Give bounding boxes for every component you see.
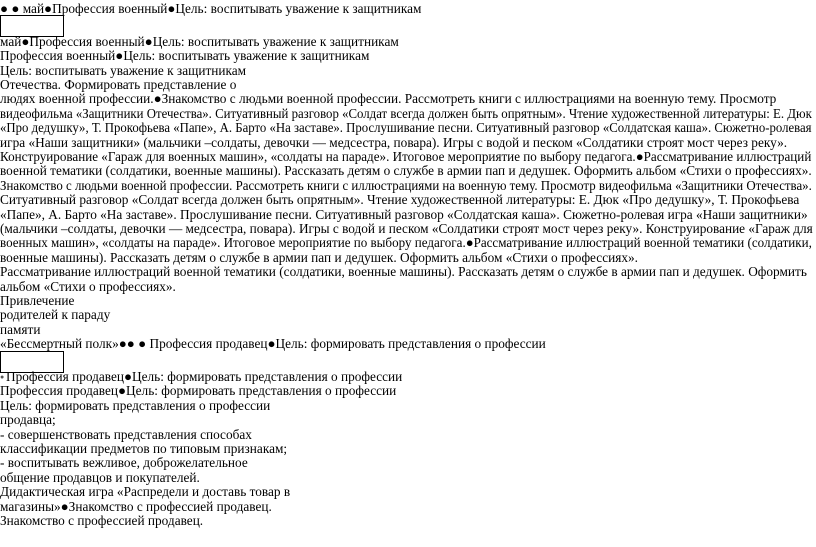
text-line: Дидактическая игра «Распредели и доставь товар в	[0, 484, 291, 500]
text-line: Профессия военный●Цель: воспитывать уважение к защитникам	[0, 48, 370, 64]
para-line: Привлечение	[0, 293, 75, 308]
text-line: май●Профессия военный●Цель: воспитывать уважение к защитникам	[0, 33, 399, 49]
para-line: Рассматривание иллюстраций военной тематики (солдатики, военные машины). Рассказать детям о службе в армии пап и дедушек. Оформить	[0, 264, 807, 280]
para-line: памяти	[0, 321, 41, 337]
para-line: «Папе», А. Барто «На заставе». Прослушивание песни. Ситуативный разговор «Солдатская каша». Сюжетно-ролевая игра «Наши защитники»	[0, 206, 808, 222]
text-line: Знакомство с профессией продавец.	[0, 513, 204, 528]
para-line: военных машин», «солдаты на параде». Итоговое мероприятие по выбору педагога.●Рассматривание иллюстраций военной тематики (солдатики,	[0, 235, 812, 251]
para-line: людях военной профессии.●Знакомство с людьми военной профессии. Рассмотреть книги с иллюстрациями на военную тему. Просмотр	[0, 91, 777, 107]
text-line: Профессия продавец●Цель: формировать представления о профессии	[0, 383, 397, 399]
bullet-prefix: ● ●	[0, 1, 23, 16]
text-line: магазины»●Знакомство с профессией продавец.	[0, 498, 272, 514]
para-line: видеофильма «Защитники Отечества». Ситуативный разговор «Солдат всегда должен быть опрятным». Чтение художественной литературы: Е. Дюк	[0, 105, 812, 121]
bullet-icon: ●	[0, 373, 6, 381]
text-line: - совершенствовать представления способах	[0, 426, 252, 442]
para-line: Знакомство с людьми военной профессии. Рассмотреть книги с иллюстрациями на военную тему. Просмотр видеофильма «Защитники Отечества».	[0, 177, 812, 193]
block2-header: «Бессмертный полк»●● ● Профессия продавец●Цель: формировать представления о профессии	[0, 336, 546, 352]
text-line-content: Профессия продавец●Цель: формировать представления о профессии	[5, 369, 403, 384]
para-line: альбом «Стихи о профессиях».	[0, 278, 176, 294]
para-line: военной тематики (солдатики, военные машины). Рассказать детям о службе в армии пап и дедушек. Оформить альбом «Стихи о профессиях».	[0, 163, 812, 179]
text-line: классификации предметов по типовым признакам;	[0, 441, 288, 456]
block1-header-text: май●Профессия военный●Цель: воспитывать уважение к защитникам	[22, 1, 422, 16]
para-line: Конструирование «Гараж для военных машин», «солдаты на параде». Итоговое мероприятие по выбору педагога.●Рассматривание иллюстраций	[0, 149, 812, 164]
text-line: Цель: формировать представления о профессии	[0, 397, 271, 413]
para-line: родителей к параду	[0, 307, 111, 323]
text-line: Цель: воспитывать уважение к защитникам	[0, 62, 247, 78]
para-line: Ситуативный разговор «Солдат всегда должен быть опрятным». Чтение художественной литературы: Е. Дюк «Про дедушку», Т. Прокофьева	[0, 192, 800, 208]
text-line: общение продавцов и покупателей.	[0, 469, 200, 485]
para-line: «Про дедушку», Т. Прокофьева «Папе», А. Барто «На заставе». Прослушивание песни. Ситуативный разговор «Солдатская каша». Сюжетно-ролевая	[0, 120, 812, 136]
para-line: военные машины). Рассказать детям о службе в армии пап и дедушек. Оформить альбом «Стихи о профессиях».	[0, 249, 638, 265]
para-line: игра «Наши защитники» (мальчики –солдаты, девочки — медсестра, повара). Игры с водой и песком «Солдатики строят мост через реку».	[0, 134, 788, 150]
para-line: (мальчики –солдаты, девочки — медсестра, повара). Игры с водой и песком «Солдатики строят мост через реку». Конструирование «Гараж для	[0, 221, 813, 236]
text-line: Отечества. Формировать представление о	[0, 77, 237, 92]
text-line: продавца;	[0, 412, 56, 428]
text-line: - воспитывать вежливое, доброжелательное	[0, 455, 248, 471]
